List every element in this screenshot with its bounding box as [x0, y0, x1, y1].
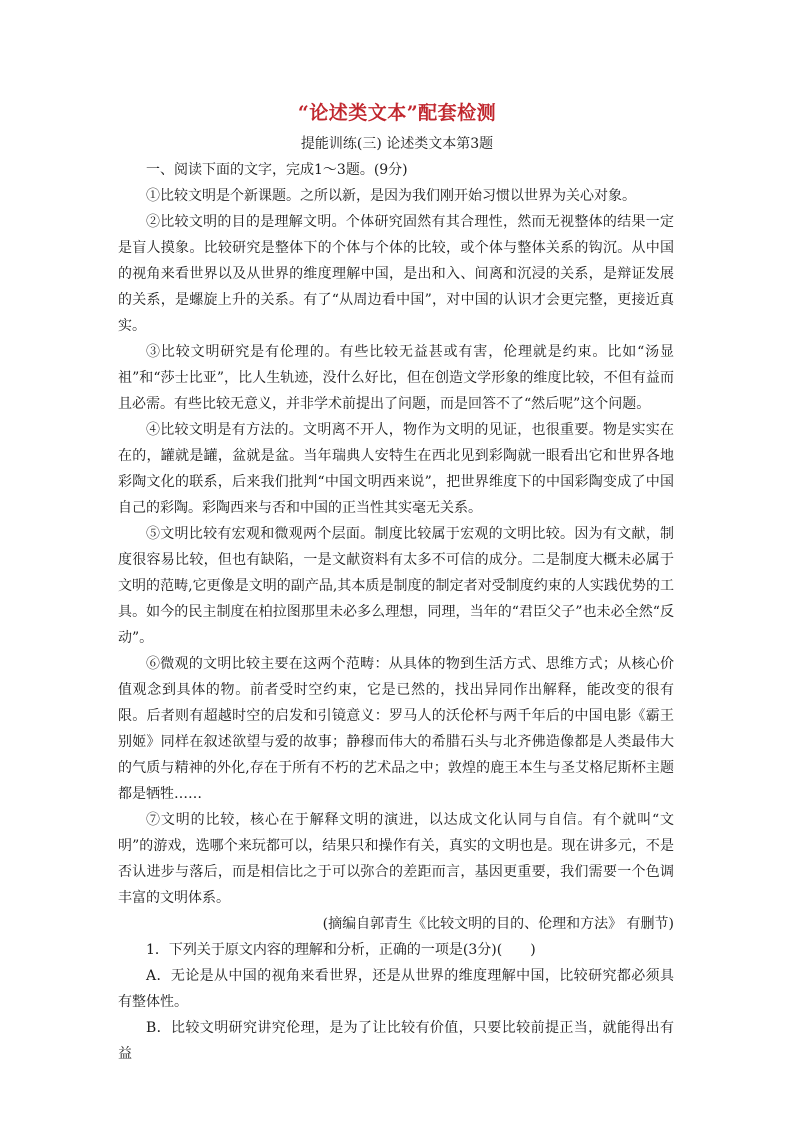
paragraph-5: ⑤文明比较有宏观和微观两个层面。制度比较属于宏观的文明比较。因为有文献，制度很容易比较，但也有缺陷，一是文献资料有太多不可信的成分。二是制度大概未必属于文明的范畴,它更像是文明的副产品,其本质是制度的制定者对受制度约束的人实践优势的工具。如今的民主制度在柏拉图那里未必多么理想，同理，当年的“君臣父子”也未必全然“反动”。 — [118, 526, 674, 646]
question-stem: 1．下列关于原文内容的理解和分析，正确的一项是(3分)( ) — [146, 942, 536, 958]
paragraph-6: ⑥微观的文明比较主要在这两个范畴：从具体的物到生活方式、思维方式；从核心价值观念到具体的物。前者受时空约束，它是已然的，找出异同作出解释，能改变的很有限。后者则有超越时空的启发和引镜意义：罗马人的沃伦杯与两千年后的中国电影《霸王别姬》同样在叙述欲望与爱的故事；静穆而伟大的希腊石头与北齐佛造像都是人类最伟大的气质与精神的外化,存在于所有不朽的艺术品之中；敦煌的鹿王本生与圣艾格尼斯杯主题都是牺牲…… — [118, 656, 674, 802]
paragraph-1: ①比较文明是个新课题。之所以新，是因为我们刚开始习惯以世界为关心对象。 — [146, 188, 636, 204]
document-title: “论述类文本”配套检测 — [297, 102, 497, 124]
option-a: A．无论是从中国的视角来看世界，还是从世界的维度理解中国，比较研究都必须具有整体性。 — [118, 968, 674, 1010]
paragraph-7: ⑦文明的比较，核心在于解释文明的演进，以达成文化认同与自信。有个就叫“文明”的游戏，选哪个来玩都可以，结果只和操作有关，真实的文明也是。现在讲多元，不是否认进步与落后，而是相信比之于可以弥合的差距而言，基因更重要，我们需要一个色调丰富的文明体系。 — [118, 812, 674, 906]
instruction-text: 一、阅读下面的文字，完成1～3题。(9分) — [146, 162, 408, 178]
option-b: B．比较文明研究讲究伦理，是为了让比较有价值，只要比较前提正当，就能得出有益 — [118, 1020, 674, 1062]
source-citation: (摘编自郭青生《比较文明的目的、伦理和方法》 有删节) — [322, 916, 674, 932]
paragraph-4: ④比较文明是有方法的。文明离不开人，物作为文明的见证，也很重要。物是实实在在的，罐就是罐，盆就是盆。当年瑞典人安特生在西北见到彩陶就一眼看出它和世界各地彩陶文化的联系，后来我们批判“中国文明西来说”，把世界维度下的中国彩陶变成了中国自己的彩陶。彩陶西来与否和中国的正当性其实毫无关系。 — [118, 422, 674, 516]
paragraph-3: ③比较文明研究是有伦理的。有些比较无益甚或有害，伦理就是约束。比如“汤显祖”和“莎士比亚”，比人生轨迹，没什么好比，但在创造文学形象的维度比较，不但有益而且必需。有些比较无意义，并非学术前提出了问题，而是回答不了“然后呢”这个问题。 — [118, 344, 674, 412]
document-body — [118, 157, 674, 1067]
document-subtitle: 提能训练(三) 论述类文本第3题 — [300, 136, 494, 152]
paragraph-2: ②比较文明的目的是理解文明。个体研究固然有其合理性，然而无视整体的结果一定是盲人摸象。比较研究是整体下的个体与个体的比较，或个体与整体关系的钩沉。从中国的视角来看世界以及从世界的维度理解中国，是出和入、间离和沉浸的关系，是辩证发展的关系，是螺旋上升的关系。有了“从周边看中国”，对中国的认识才会更完整，更接近真实。 — [118, 214, 674, 334]
